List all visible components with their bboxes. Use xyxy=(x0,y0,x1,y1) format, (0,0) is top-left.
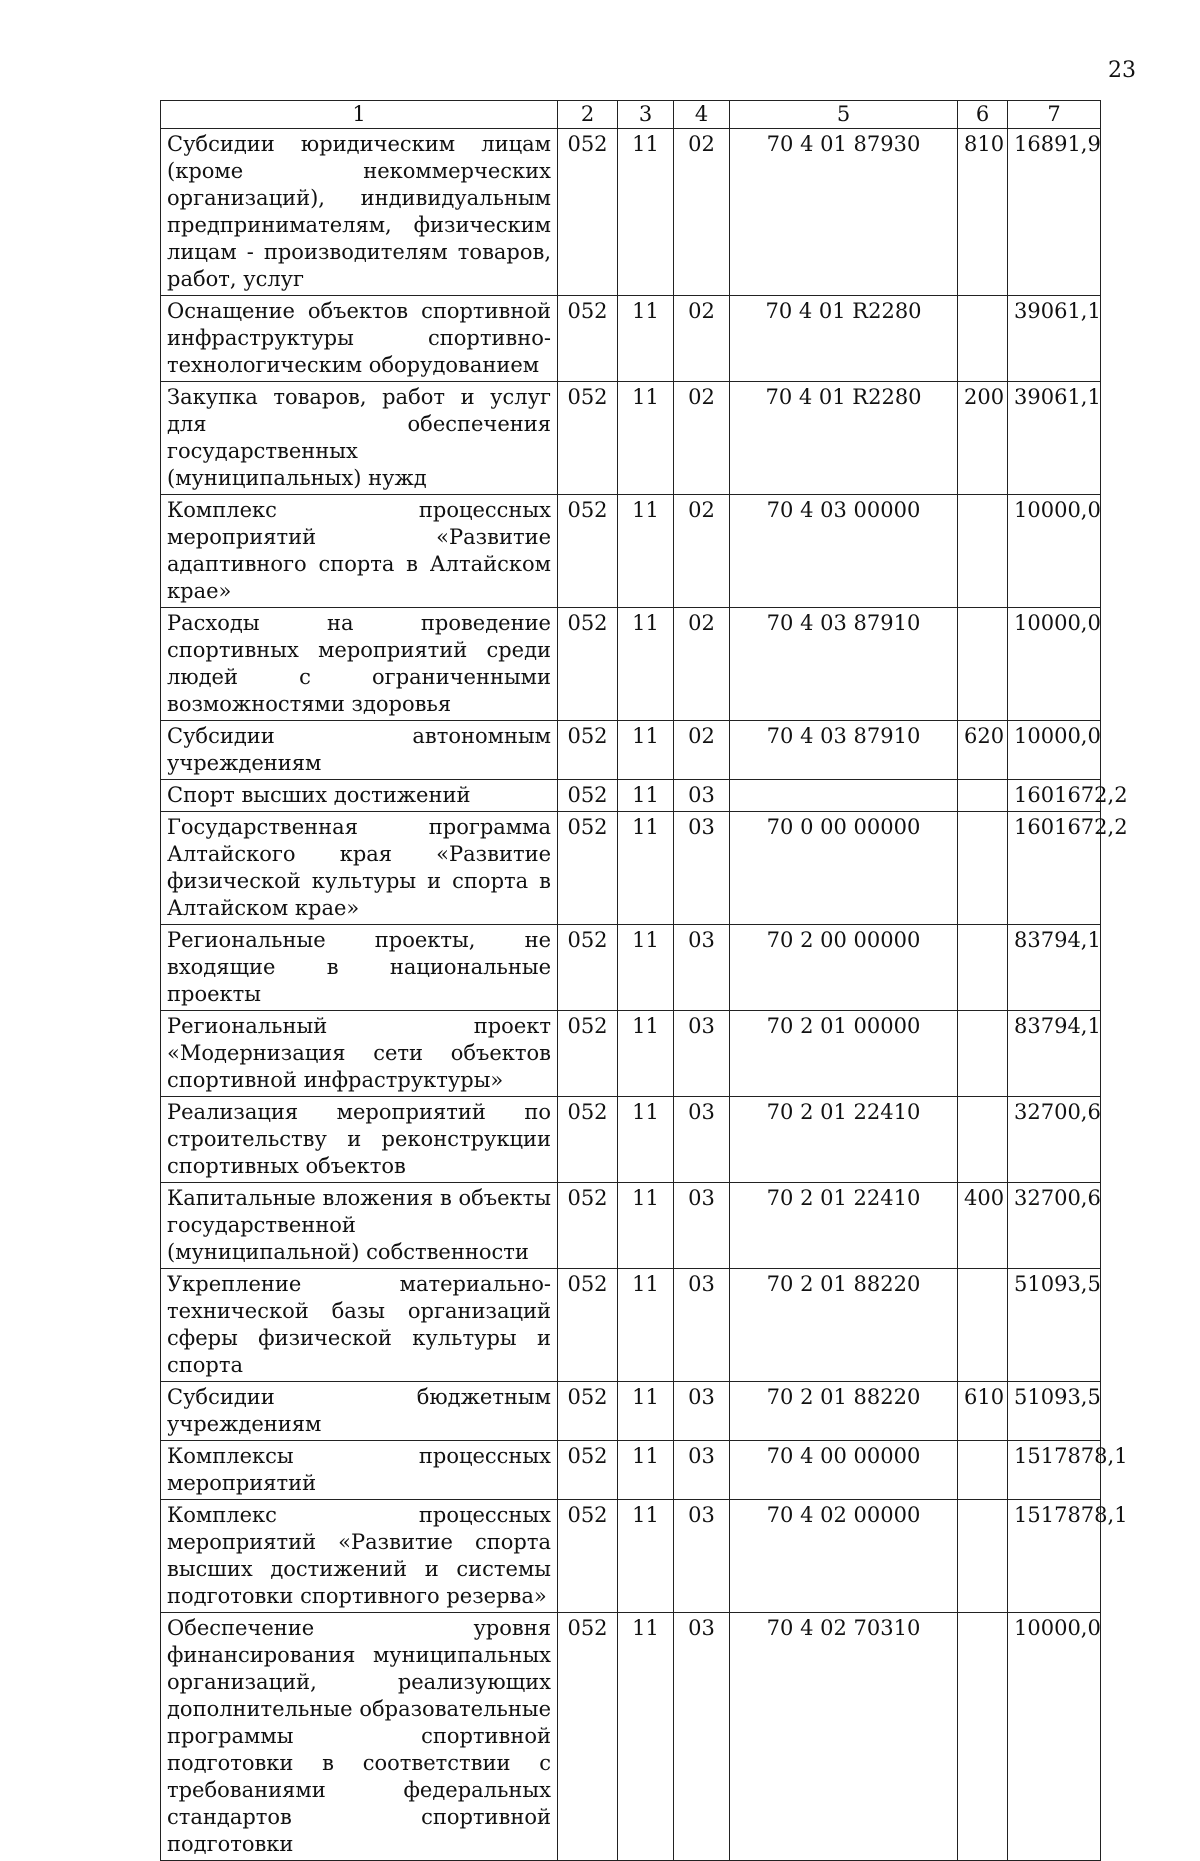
row-description: Региональные проекты, не входящие в национальные проекты xyxy=(161,925,558,1011)
code-target-article: 70 2 01 22410 xyxy=(730,1097,958,1183)
amount: 10000,0 xyxy=(1008,608,1101,721)
code-section: 11 xyxy=(618,1441,674,1500)
amount: 1517878,1 xyxy=(1008,1441,1101,1500)
code-section: 11 xyxy=(618,812,674,925)
column-header-6: 6 xyxy=(958,101,1008,129)
column-header-3: 3 xyxy=(618,101,674,129)
code-section: 11 xyxy=(618,1097,674,1183)
column-header-4: 4 xyxy=(674,101,730,129)
code-subsection: 03 xyxy=(674,925,730,1011)
amount: 83794,1 xyxy=(1008,1011,1101,1097)
code-target-article: 70 2 01 22410 xyxy=(730,1183,958,1269)
table-row xyxy=(161,382,1101,495)
code-expense-type xyxy=(958,812,1008,925)
code-subsection: 03 xyxy=(674,1613,730,1861)
code-expense-type xyxy=(958,1500,1008,1613)
code-expense-type xyxy=(958,1011,1008,1097)
code-ministry: 052 xyxy=(558,812,618,925)
code-ministry: 052 xyxy=(558,1500,618,1613)
code-ministry: 052 xyxy=(558,721,618,780)
code-ministry: 052 xyxy=(558,1613,618,1861)
code-subsection: 02 xyxy=(674,608,730,721)
code-expense-type xyxy=(958,1269,1008,1382)
code-subsection: 03 xyxy=(674,812,730,925)
code-section: 11 xyxy=(618,495,674,608)
code-expense-type xyxy=(958,1441,1008,1500)
code-subsection: 03 xyxy=(674,1441,730,1500)
amount: 16891,9 xyxy=(1008,129,1101,296)
code-section: 11 xyxy=(618,721,674,780)
code-ministry: 052 xyxy=(558,1183,618,1269)
code-ministry: 052 xyxy=(558,382,618,495)
table-body xyxy=(161,129,1128,1861)
amount: 32700,6 xyxy=(1008,1097,1101,1183)
code-expense-type: 200 xyxy=(958,382,1008,495)
code-target-article: 70 4 03 87910 xyxy=(730,608,958,721)
column-header-1: 1 xyxy=(161,101,558,129)
table-row xyxy=(161,1500,1101,1613)
code-subsection: 02 xyxy=(674,495,730,608)
code-subsection: 02 xyxy=(674,382,730,495)
table-row xyxy=(161,1382,1101,1441)
code-section: 11 xyxy=(618,129,674,296)
code-expense-type xyxy=(958,925,1008,1011)
code-subsection: 03 xyxy=(674,1011,730,1097)
code-section: 11 xyxy=(618,1382,674,1441)
code-ministry: 052 xyxy=(558,1269,618,1382)
code-ministry: 052 xyxy=(558,296,618,382)
code-ministry: 052 xyxy=(558,1441,618,1500)
row-description: Расходы на проведение спортивных мероприятий среди людей с ограниченными возможностями здоровья xyxy=(161,608,558,721)
code-target-article: 70 4 03 00000 xyxy=(730,495,958,608)
code-subsection: 02 xyxy=(674,129,730,296)
code-subsection: 03 xyxy=(674,1500,730,1613)
code-target-article xyxy=(730,780,958,812)
code-expense-type xyxy=(958,1097,1008,1183)
code-subsection: 02 xyxy=(674,721,730,780)
code-section: 11 xyxy=(618,780,674,812)
code-ministry: 052 xyxy=(558,129,618,296)
table-row xyxy=(161,925,1101,1011)
code-ministry: 052 xyxy=(558,780,618,812)
code-subsection: 03 xyxy=(674,1183,730,1269)
table-row xyxy=(161,1183,1101,1269)
code-section: 11 xyxy=(618,1269,674,1382)
code-expense-type xyxy=(958,608,1008,721)
column-header-2: 2 xyxy=(558,101,618,129)
row-description: Региональный проект «Модернизация сети объектов спортивной инфраструктуры» xyxy=(161,1011,558,1097)
code-target-article: 70 0 00 00000 xyxy=(730,812,958,925)
row-description: Комплексы процессных мероприятий xyxy=(161,1441,558,1500)
budget-table xyxy=(160,100,1128,1861)
code-subsection: 03 xyxy=(674,1097,730,1183)
row-description: Реализация мероприятий по строительству и реконструкции спортивных объектов xyxy=(161,1097,558,1183)
amount: 10000,0 xyxy=(1008,721,1101,780)
table-header xyxy=(161,101,1101,129)
table-row xyxy=(161,812,1101,925)
table-row xyxy=(161,1097,1101,1183)
code-expense-type xyxy=(958,296,1008,382)
code-expense-type xyxy=(958,780,1008,812)
code-section: 11 xyxy=(618,1613,674,1861)
code-target-article: 70 2 00 00000 xyxy=(730,925,958,1011)
code-expense-type: 620 xyxy=(958,721,1008,780)
code-section: 11 xyxy=(618,1183,674,1269)
code-ministry: 052 xyxy=(558,1382,618,1441)
table-row xyxy=(161,721,1101,780)
code-ministry: 052 xyxy=(558,608,618,721)
code-target-article: 70 4 01 R2280 xyxy=(730,382,958,495)
code-ministry: 052 xyxy=(558,1097,618,1183)
code-subsection: 03 xyxy=(674,1382,730,1441)
table-row xyxy=(161,1613,1101,1861)
row-description: Оснащение объектов спортивной инфраструктуры спортивно-технологическим оборудованием xyxy=(161,296,558,382)
code-expense-type: 810 xyxy=(958,129,1008,296)
table-row xyxy=(161,129,1101,296)
row-description: Субсидии автономным учреждениям xyxy=(161,721,558,780)
row-description: Закупка товаров, работ и услуг для обеспечения государственных (муниципальных) нужд xyxy=(161,382,558,495)
code-ministry: 052 xyxy=(558,925,618,1011)
table-row xyxy=(161,780,1101,812)
row-description: Спорт высших достижений xyxy=(161,780,558,812)
amount: 1601672,2 xyxy=(1008,812,1101,925)
code-target-article: 70 4 03 87910 xyxy=(730,721,958,780)
code-target-article: 70 2 01 00000 xyxy=(730,1011,958,1097)
code-expense-type: 610 xyxy=(958,1382,1008,1441)
code-target-article: 70 2 01 88220 xyxy=(730,1269,958,1382)
code-expense-type xyxy=(958,495,1008,608)
code-ministry: 052 xyxy=(558,1011,618,1097)
table-row xyxy=(161,1441,1101,1500)
code-subsection: 03 xyxy=(674,1269,730,1382)
amount: 10000,0 xyxy=(1008,1613,1101,1861)
table-row xyxy=(161,1011,1101,1097)
row-description: Комплекс процессных мероприятий «Развитие адаптивного спорта в Алтайском крае» xyxy=(161,495,558,608)
table-row xyxy=(161,495,1101,608)
table-row xyxy=(161,608,1101,721)
code-section: 11 xyxy=(618,1500,674,1613)
amount: 83794,1 xyxy=(1008,925,1101,1011)
column-header-5: 5 xyxy=(730,101,958,129)
amount: 1517878,1 xyxy=(1008,1500,1101,1613)
amount: 51093,5 xyxy=(1008,1269,1101,1382)
row-description: Комплекс процессных мероприятий «Развитие спорта высших достижений и системы подготовки спортивного резерва» xyxy=(161,1500,558,1613)
code-target-article: 70 2 01 88220 xyxy=(730,1382,958,1441)
code-expense-type xyxy=(958,1613,1008,1861)
code-target-article: 70 4 02 00000 xyxy=(730,1500,958,1613)
code-target-article: 70 4 01 R2280 xyxy=(730,296,958,382)
row-description: Обеспечение уровня финансирования муниципальных организаций, реализующих дополнительные образовательные программы спортивной подготовки в соответствии с требованиями федеральных стандартов спортивной подготовки xyxy=(161,1613,558,1861)
code-target-article: 70 4 01 87930 xyxy=(730,129,958,296)
column-header-7: 7 xyxy=(1008,101,1101,129)
code-subsection: 03 xyxy=(674,780,730,812)
code-section: 11 xyxy=(618,608,674,721)
header-row xyxy=(161,101,1101,129)
code-section: 11 xyxy=(618,925,674,1011)
amount: 39061,1 xyxy=(1008,382,1101,495)
code-section: 11 xyxy=(618,296,674,382)
row-description: Капитальные вложения в объекты государственной (муниципальной) собственности xyxy=(161,1183,558,1269)
code-section: 11 xyxy=(618,382,674,495)
page-number: 23 xyxy=(1108,58,1136,83)
amount: 51093,5 xyxy=(1008,1382,1101,1441)
code-section: 11 xyxy=(618,1011,674,1097)
code-ministry: 052 xyxy=(558,495,618,608)
table-row xyxy=(161,1269,1101,1382)
row-description: Субсидии бюджетным учреждениям xyxy=(161,1382,558,1441)
amount: 32700,6 xyxy=(1008,1183,1101,1269)
amount: 1601672,2 xyxy=(1008,780,1101,812)
amount: 39061,1 xyxy=(1008,296,1101,382)
table-row xyxy=(161,296,1101,382)
code-subsection: 02 xyxy=(674,296,730,382)
code-target-article: 70 4 00 00000 xyxy=(730,1441,958,1500)
row-description: Государственная программа Алтайского края «Развитие физической культуры и спорта в Алтайском крае» xyxy=(161,812,558,925)
code-target-article: 70 4 02 70310 xyxy=(730,1613,958,1861)
code-expense-type: 400 xyxy=(958,1183,1008,1269)
row-description: Субсидии юридическим лицам (кроме некоммерческих организаций), индивидуальным предпринимателям, физическим лицам - производителям товаров, работ, услуг xyxy=(161,129,558,296)
row-description: Укрепление материально-технической базы организаций сферы физической культуры и спорта xyxy=(161,1269,558,1382)
amount: 10000,0 xyxy=(1008,495,1101,608)
